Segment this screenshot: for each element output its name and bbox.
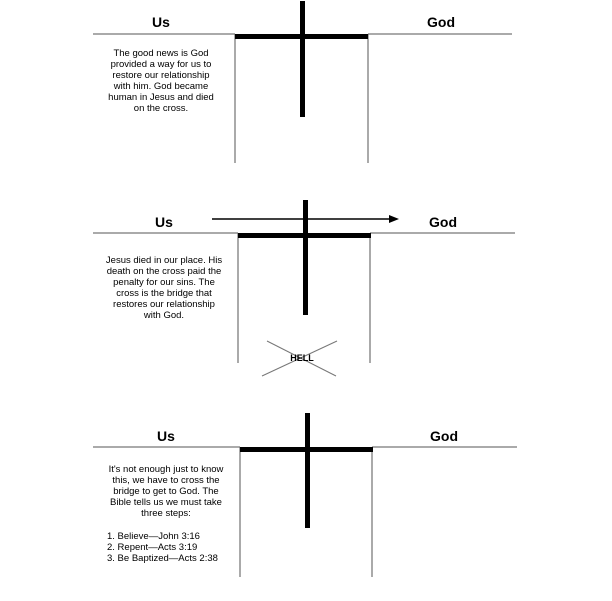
step-item: 2. Repent—Acts 3:19 [107,542,198,553]
step-item: 3. Be Baptized—Acts 2:38 [107,553,218,564]
step-item: 1. Believe—John 3:16 [107,531,200,542]
panel2-arrow-head [389,215,399,223]
panel3-us-label: Us [157,428,175,444]
panel1-us-label: Us [152,14,170,30]
panel3-god-label: God [430,428,458,444]
panel1-god-label: God [427,14,455,30]
panel3-cross-post [305,413,310,528]
panel1-description: The good news is God provided a way for us to restore our relationship with him. God became human in Jesus and died on the cross. [108,48,214,114]
hell-label: HELL [290,353,314,363]
panel2-us-label: Us [155,214,173,230]
panel2-god-label: God [429,214,457,230]
panel3-intro: It's not enough just to know this, we have to cross the bridge to get to God. The Bible tells us we must take three steps: [108,464,224,519]
steps-list [107,531,218,564]
panel2-cross-post [303,200,308,315]
panel1-cross-post [300,1,305,117]
panel2-description: Jesus died in our place. His death on the cross paid the penalty for our sins. The cross is the bridge that restores our relationship with God. [105,255,223,321]
